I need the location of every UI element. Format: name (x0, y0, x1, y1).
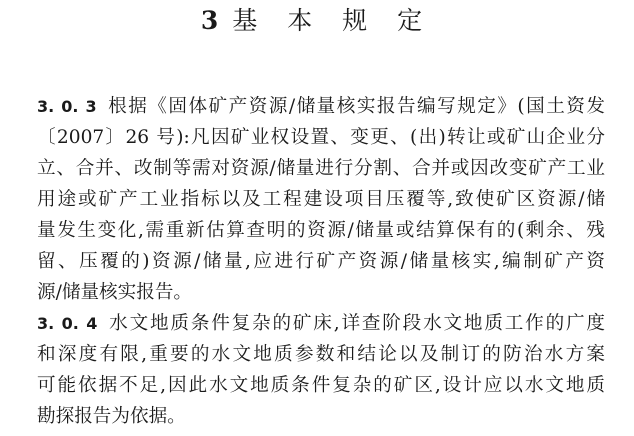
article-line: 量发生变化,需重新估算查明的资源/储量或结算保有的(剩余、残 (37, 220, 605, 241)
chapter-number: 3 (200, 6, 221, 35)
article-line: 源/储量核实报告。 (37, 282, 193, 303)
article-text: 水文地质条件复杂的矿床,详查阶段水文地质工作的广度 (107, 313, 605, 334)
article-line: 立、合并、改制等需对资源/储量进行分割、合并或因改变矿产工业 (37, 158, 605, 179)
article-line: 留、压覆的)资源/储量,应进行矿产资源/储量核实,编制矿产资 (37, 251, 605, 272)
article-line: 可能依据不足,因此水文地质条件复杂的矿区,设计应以水文地质 (37, 375, 605, 396)
chapter-heading (0, 4, 634, 38)
article-line: 用途或矿产工业指标以及工程建设项目压覆等,致使矿区资源/储 (37, 189, 605, 210)
article-text: 根据《固体矿产资源/储量核实报告编写规定》(国土资发 (106, 96, 605, 117)
article-line: 和深度有限,重要的水文地质参数和结论以及制订的防治水方案 (37, 344, 605, 365)
article-number: 3. 0. 4 (37, 314, 98, 333)
article-line (37, 91, 605, 122)
article-line: 〔2007〕26 号):凡因矿业权设置、变更、(出)转让或矿山企业分 (37, 127, 605, 148)
article-number: 3. 0. 3 (37, 97, 97, 116)
article-3-0-4 (37, 308, 605, 432)
article-3-0-3 (37, 91, 605, 308)
chapter-title: 基 本 规 定 (232, 6, 434, 35)
article-line (37, 308, 605, 339)
article-line: 勘探报告为依据。 (37, 406, 186, 427)
